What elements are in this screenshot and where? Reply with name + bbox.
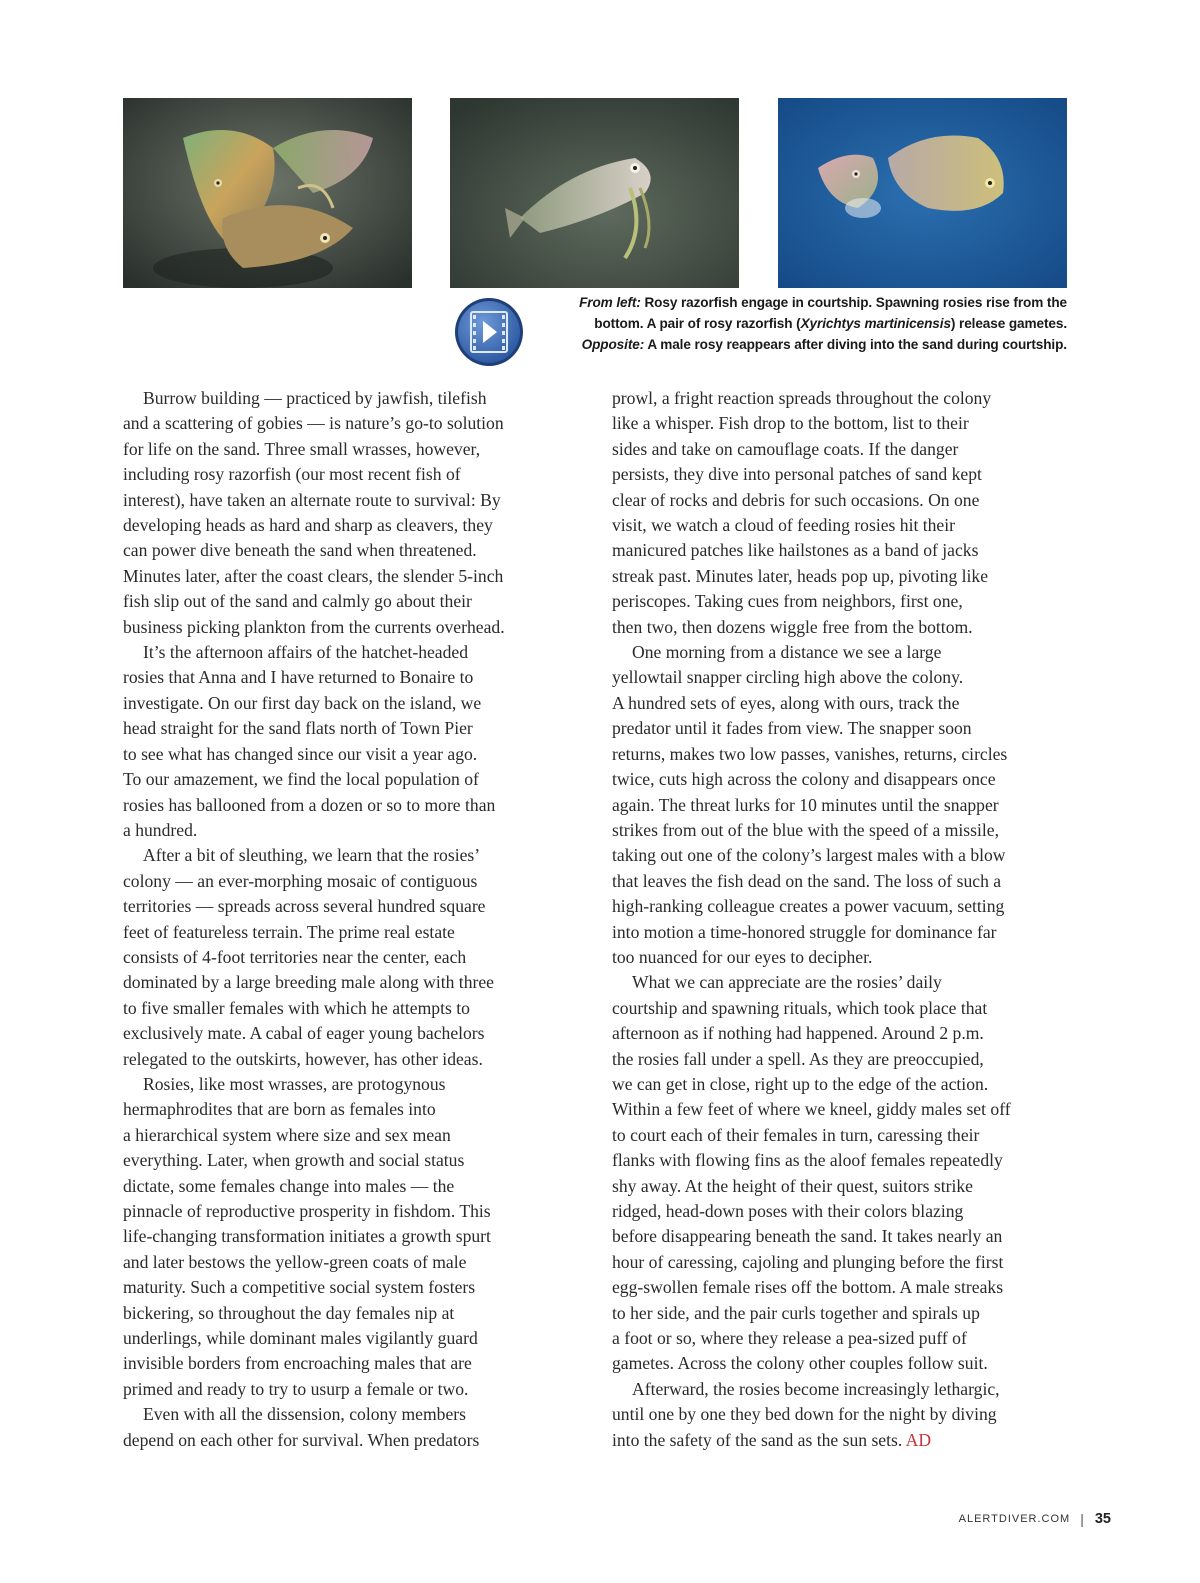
text-line: hour of caressing, cajoling and plunging before the first — [612, 1251, 1004, 1272]
text-line: for life on the sand. Three small wrasses, however, — [123, 438, 481, 459]
photo-courtship — [123, 98, 412, 288]
text-line: Burrow building — practiced by jawfish, tilefish — [143, 388, 487, 408]
text-line: then two, then dozens wiggle free from the bottom. — [612, 616, 973, 637]
text-line: like a whisper. Fish drop to the bottom, list to their — [612, 413, 969, 434]
text-line: to five smaller females with which he attempts to — [123, 997, 470, 1018]
text-line: shy away. At the height of their quest, suitors strike — [612, 1175, 973, 1196]
text-line: Minutes later, after the coast clears, the slender 5-inch — [123, 565, 504, 586]
text-line: business picking plankton from the currents overhead. — [123, 616, 505, 637]
text-line: It’s the afternoon affairs of the hatchet-headed — [143, 642, 469, 663]
text-line: developing heads as hard and sharp as cleavers, they — [123, 515, 493, 536]
caption-text: bottom. A pair of rosy razorfish ( — [594, 316, 801, 331]
text-line: ridged, head-down poses with their colors blazing — [612, 1201, 964, 1221]
text-line: until one by one they bed down for the night by diving — [612, 1404, 997, 1425]
caption-lead-opposite: Opposite: — [581, 337, 645, 352]
caption-text: ) release gametes. — [950, 316, 1067, 331]
text-line: What we can appreciate are the rosies’ daily — [632, 972, 942, 993]
text-line: head straight for the sand flats north of Town Pier — [123, 718, 473, 739]
text-line: everything. Later, when growth and social status — [123, 1150, 465, 1171]
text-line: to her side, and the pair curls together and spirals up — [612, 1302, 980, 1323]
text-line: persists, they dive into personal patches of sand kept — [612, 464, 982, 485]
text-line: visit, we watch a cloud of feeding rosies hit their — [612, 515, 955, 536]
text-line: fish slip out of the sand and calmly go about their — [123, 591, 472, 612]
caption-text: Rosy razorfish engage in courtship. Spawning rosies rise from the — [640, 295, 1067, 310]
text-line-final — [612, 1428, 1074, 1453]
text-line: egg-swollen female rises off the bottom. A male streaks — [612, 1277, 1004, 1298]
text-line: flanks with flowing fins as the aloof females repeatedly — [612, 1150, 1003, 1171]
text-line: twice, cuts high across the colony and disappears once — [612, 769, 996, 790]
text-line: periscopes. Taking cues from neighbors, first one, — [612, 591, 963, 612]
caption-text: A male rosy reappears after diving into the sand during courtship. — [644, 337, 1067, 352]
text-line: a hundred. — [123, 819, 198, 840]
text-line: gametes. Across the colony other couples follow suit. — [612, 1353, 988, 1374]
play-video-button[interactable] — [451, 296, 527, 368]
text-line: hermaphrodites that are born as females into — [123, 1099, 436, 1120]
text-line: investigate. On our first day back on the island, we — [123, 692, 482, 713]
article-column-right — [612, 386, 1074, 1453]
end-mark: AD — [905, 1429, 932, 1450]
text-line: sides and take on camouflage coats. If the danger — [612, 438, 959, 459]
photo-spawning-rise — [450, 98, 739, 288]
text-line: rosies that Anna and I have returned to Bonaire to — [123, 667, 474, 688]
text-line: invisible borders from encroaching males that are — [123, 1353, 472, 1374]
text-line: predator until it fades from view. The snapper soon — [612, 718, 972, 739]
text-line: Rosies, like most wrasses, are protogynous — [143, 1073, 446, 1094]
article-column-left — [123, 386, 585, 1453]
text-line: strikes from out of the blue with the speed of a missile, — [612, 819, 999, 840]
text-line: territories — spreads across several hundred square — [123, 896, 486, 917]
text-line: that leaves the fish dead on the sand. The loss of such a — [612, 870, 1002, 891]
text-line: before disappearing beneath the sand. It takes nearly an — [612, 1226, 1003, 1247]
page-footer — [959, 1511, 1111, 1527]
text-line: After a bit of sleuthing, we learn that the rosies’ — [143, 845, 481, 866]
text-line: high-ranking colleague creates a power vacuum, setting — [612, 896, 1005, 917]
text-line: primed and ready to try to usurp a female or two. — [123, 1378, 469, 1399]
text-line: yellowtail snapper circling high above the colony. — [612, 667, 964, 688]
text-line: To our amazement, we find the local population of — [123, 769, 479, 790]
text-line: we can get in close, right up to the edge of the action. — [612, 1073, 989, 1094]
text-line: prowl, a fright reaction spreads throughout the colony — [612, 388, 992, 408]
text-line: Even with all the dissension, colony members — [143, 1404, 466, 1425]
text-line: taking out one of the colony’s largest males with a blow — [612, 845, 1006, 866]
text-line: afternoon as if nothing had happened. Around 2 p.m. — [612, 1023, 984, 1044]
text-line: relegated to the outskirts, however, has other ideas. — [123, 1048, 483, 1069]
text-line: maturity. Such a competitive social system fosters — [123, 1277, 476, 1298]
text-line: feet of featureless terrain. The prime real estate — [123, 921, 455, 942]
text-line: manicured patches like hailstones as a band of jacks — [612, 540, 979, 561]
footer-site: ALERTDIVER.COM — [958, 1513, 1071, 1525]
text-line: clear of rocks and debris for such occasions. On one — [612, 489, 980, 510]
text-line: again. The threat lurks for 10 minutes until the snapper — [612, 794, 999, 815]
text-line: returns, makes two low passes, vanishes, returns, circles — [612, 743, 1008, 764]
text-line: exclusively mate. A cabal of eager young bachelors — [123, 1023, 485, 1044]
text-line: depend on each other for survival. When predators — [123, 1429, 480, 1450]
text-line: and a scattering of gobies — is nature’s go-to solution — [123, 413, 504, 434]
text-line: dictate, some females change into males — the — [123, 1175, 455, 1196]
text-line: including rosy razorfish (our most recent fish of — [123, 464, 461, 485]
text-line: A hundred sets of eyes, along with ours, track the — [612, 692, 960, 713]
footer-separator: | — [1080, 1511, 1085, 1527]
text-line: interest), have taken an alternate route to survival: By — [123, 489, 501, 510]
text-line: can power dive beneath the sand when threatened. — [123, 540, 477, 561]
text-line: colony — an ever-morphing mosaic of contiguous — [123, 870, 478, 891]
text-line: to see what has changed since our visit a year ago. — [123, 743, 478, 764]
text-line: too nuanced for our eyes to decipher. — [612, 946, 873, 967]
text-line: life-changing transformation initiates a growth spurt — [123, 1226, 491, 1247]
text-line-content: into the safety of the sand as the sun sets. — [612, 1429, 906, 1450]
photo-gamete-release — [778, 98, 1067, 288]
text-line: consists of 4-foot territories near the center, each — [123, 946, 467, 967]
text-line: streak past. Minutes later, heads pop up, pivoting like — [612, 565, 989, 586]
text-line: Within a few feet of where we kneel, giddy males set off — [612, 1099, 1011, 1120]
page-number: 35 — [1094, 1511, 1111, 1527]
caption-scientific-name: Xyrichtys martinicensis — [800, 316, 951, 331]
text-line: One morning from a distance we see a large — [632, 642, 942, 663]
text-line: into motion a time-honored struggle for dominance far — [612, 921, 997, 942]
text-line: pinnacle of reproductive prosperity in fishdom. This — [123, 1201, 491, 1221]
text-line: Afterward, the rosies become increasingly lethargic, — [632, 1378, 1000, 1399]
text-line: bickering, so throughout the day females nip at — [123, 1302, 455, 1323]
text-line: a foot or so, where they release a pea-sized puff of — [612, 1328, 967, 1349]
text-line: and later bestows the yellow-green coats of male — [123, 1251, 467, 1272]
text-line: rosies has ballooned from a dozen or so to more than — [123, 794, 496, 815]
photo-caption — [540, 292, 1067, 355]
text-line: courtship and spawning rituals, which took place that — [612, 997, 988, 1018]
text-line: dominated by a large breeding male along with three — [123, 972, 494, 993]
text-line: a hierarchical system where size and sex mean — [123, 1124, 451, 1145]
text-line: underlings, while dominant males vigilantly guard — [123, 1328, 478, 1349]
text-line: to court each of their females in turn, caressing their — [612, 1124, 980, 1145]
text-line: the rosies fall under a spell. As they are preoccupied, — [612, 1048, 984, 1069]
play-video-icon — [451, 296, 527, 368]
caption-lead-from-left: From left: — [579, 295, 641, 310]
